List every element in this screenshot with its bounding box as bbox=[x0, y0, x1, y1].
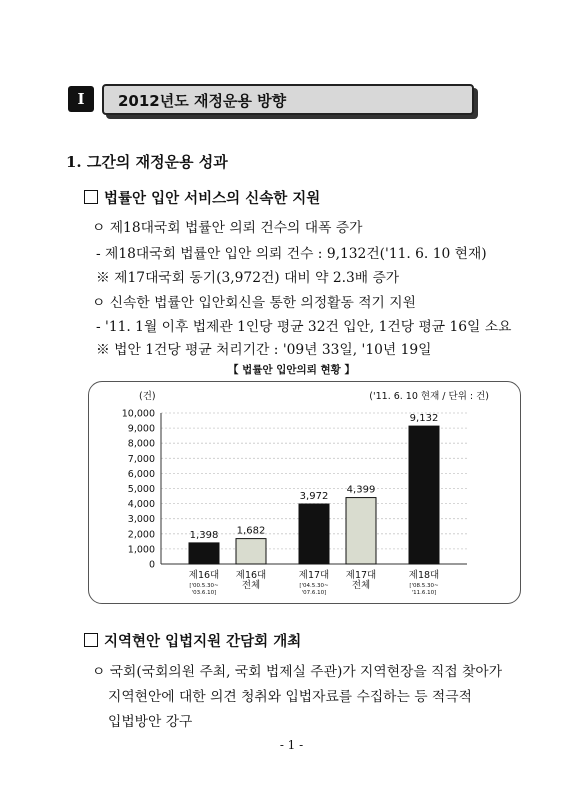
chart-x-tick-label: 제16대 bbox=[188, 570, 220, 581]
section1-title bbox=[84, 187, 320, 208]
chart-x-tick-label: 제18대 bbox=[408, 570, 440, 581]
chart-y-tick-label: 5,000 bbox=[127, 484, 155, 495]
chart-frame bbox=[88, 381, 521, 604]
chart-bar bbox=[236, 539, 266, 564]
chart-bar bbox=[189, 543, 219, 564]
chart-bar bbox=[299, 504, 329, 564]
chart-title: 【 법률안 입안의뢰 현황 】 bbox=[228, 364, 355, 376]
chart-y-tick-label: 3,000 bbox=[127, 514, 155, 526]
page-number: - 1 - bbox=[279, 738, 304, 752]
chart-bar bbox=[346, 498, 376, 564]
section1-line-6: ※ 법안 1건당 평균 처리기간 : '09년 33일, '10년 19일 bbox=[96, 342, 432, 358]
chart-data-label: 9,132 bbox=[409, 413, 439, 425]
section-heading: 1. 그간의 재정운용 성과 bbox=[66, 153, 228, 171]
section1-line-4: ㅇ 신속한 법률안 입안회신을 통한 의정활동 적기 지원 bbox=[92, 295, 416, 311]
section1-title-text: 법률안 입안 서비스의 신속한 지원 bbox=[104, 190, 321, 207]
chart-y-tick-label: 4,000 bbox=[127, 499, 155, 511]
chart-y-tick-label: 1,000 bbox=[127, 544, 155, 556]
chart-period-label: ['08.5.30~ bbox=[409, 583, 439, 589]
chart-note: ('11. 6. 10 현재 / 단위 : 건) bbox=[369, 391, 489, 402]
bar-chart bbox=[89, 382, 520, 603]
section2-line-3: 입법방안 강구 bbox=[108, 714, 193, 730]
chart-period-label: '03.6.10] bbox=[191, 590, 217, 596]
section1-line-2: - 제18대국회 법률안 입안 의뢰 건수 : 9,132건('11. 6. 10 현재) bbox=[96, 246, 487, 262]
chart-y-tick-label: 8,000 bbox=[127, 438, 155, 450]
checkbox-square-icon bbox=[84, 633, 98, 647]
chapter-title: 2012년도 재정운용 방향 bbox=[118, 92, 287, 110]
chart-data-label: 3,972 bbox=[299, 491, 329, 503]
chapter-number: I bbox=[68, 86, 94, 112]
chart-data-label: 1,682 bbox=[236, 525, 266, 537]
chart-y-tick-label: 2,000 bbox=[127, 529, 155, 541]
section1-line-1: ㅇ 제18대국회 법률안 의뢰 건수의 대폭 증가 bbox=[92, 220, 363, 236]
chart-unit-label: (건) bbox=[139, 391, 156, 402]
section1-line-3: ※ 제17대국회 동기(3,972건) 대비 약 2.3배 증가 bbox=[96, 270, 400, 286]
chart-x-tick-label: 전체 bbox=[241, 580, 261, 591]
section2-line-2: 지역현안에 대한 의견 청취와 입법자료를 수집하는 등 적극적 bbox=[108, 689, 472, 705]
section2-title-text: 지역현안 입법지원 간담회 개최 bbox=[104, 633, 302, 650]
section1-line-5: - '11. 1월 이후 법제관 1인당 평균 32건 입안, 1건당 평균 16일 소요 bbox=[96, 319, 512, 335]
chart-period-label: '11.6.10] bbox=[411, 590, 437, 596]
chart-data-label: 1,398 bbox=[189, 529, 219, 541]
chart-x-tick-label: 제17대 bbox=[345, 570, 377, 581]
checkbox-square-icon bbox=[84, 190, 98, 204]
chart-period-label: ['04.5.30~ bbox=[299, 583, 329, 589]
section2-line-1: ㅇ 국회(국회의원 주최, 국회 법제실 주관)가 지역현장을 직접 찾아가 bbox=[92, 664, 503, 680]
chart-data-label: 4,399 bbox=[346, 484, 376, 496]
chart-y-tick-label: 9,000 bbox=[127, 423, 155, 435]
chart-y-tick-label: 6,000 bbox=[127, 468, 155, 480]
chart-y-tick-label: 10,000 bbox=[121, 408, 155, 420]
chart-period-label: '07.6.10] bbox=[301, 590, 327, 596]
chart-x-tick-label: 제16대 bbox=[235, 570, 267, 581]
chart-x-tick-label: 제17대 bbox=[298, 570, 330, 581]
chart-y-tick-label: 0 bbox=[148, 559, 155, 571]
section2-title bbox=[84, 630, 301, 651]
chapter-header bbox=[68, 82, 476, 116]
chapter-title-box bbox=[102, 84, 474, 115]
chart-period-label: ['00.5.30~ bbox=[189, 583, 219, 589]
chart-bar bbox=[409, 426, 439, 564]
chart-y-tick-label: 7,000 bbox=[127, 453, 155, 465]
chart-x-tick-label: 전체 bbox=[351, 580, 371, 591]
